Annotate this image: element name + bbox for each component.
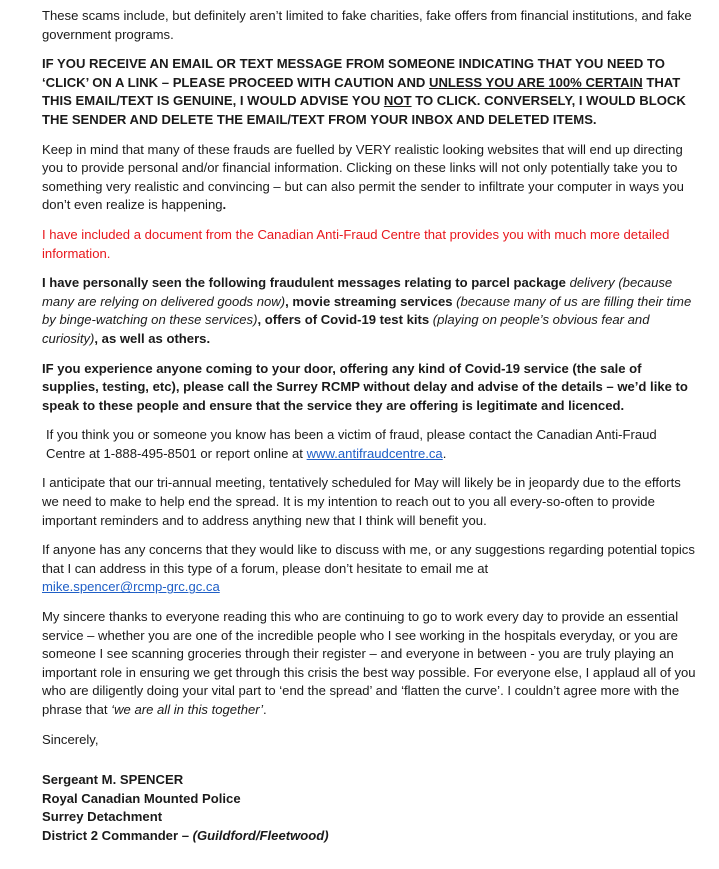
fraudulent-italic-3: (playing on people’s obvious fear and curiosity): [42, 312, 650, 346]
fraudulent-text-4: , as well as others.: [94, 330, 211, 346]
victim-period: .: [442, 445, 447, 461]
fraudulent-text-1: I have personally seen the following fraudulent messages relating to parcel package: [42, 275, 570, 291]
warning-text-2: THAT THIS EMAIL/TEXT IS GENUINE, I WOULD ADVISE YOU: [42, 74, 681, 109]
warning-underline-not: NOT: [383, 93, 412, 109]
email-link[interactable]: mike.spencer@rcmp-grc.gc.ca: [42, 579, 220, 595]
scams-paragraph: These scams include, but definitely aren’t limited to fake charities, fake offers from financial institutions, and fake government programs.: [42, 8, 692, 42]
fraudulent-text-2: , movie streaming services: [285, 293, 457, 309]
frauds-paragraph: [42, 141, 699, 215]
signature-name: Sergeant M. SPENCER: [42, 772, 184, 788]
thanks-period: .: [263, 702, 267, 717]
signature-org: Royal Canadian Mounted Police: [42, 790, 241, 806]
antifraud-link[interactable]: www.antifraudcentre.ca: [306, 445, 443, 461]
fraudulent-messages-paragraph: [42, 274, 699, 348]
fraudulent-text-3: , offers of Covid-19 test kits: [257, 312, 433, 328]
thanks-paragraph: [42, 608, 699, 720]
thanks-quote: ‘we are all in this together’: [111, 702, 264, 717]
concerns-paragraph: [42, 541, 699, 597]
victim-text: If you think you or someone you know has been a victim of fraud, please contact the Canadian Anti-Fraud Centre at 1-888-495-8501 or report online at: [46, 427, 657, 461]
concerns-text: If anyone has any concerns that they would like to discuss with me, or any suggestions regarding potential topics that I can address in this type of a forum, please don’t hesitate to email me at: [42, 542, 695, 576]
document-note-paragraph: I have included a document from the Canadian Anti-Fraud Centre that provides you with much more detailed information.: [42, 226, 670, 261]
signature-role-area: (Guildford/Fleetwood): [192, 827, 329, 843]
closing: Sincerely,: [42, 731, 99, 747]
thanks-text: My sincere thanks to everyone reading this who are continuing to go to work every day to provide an essential service – whether you are one of the incredible people who I see working in the hospitals everyday, or you are someone I see scanning groceries through their register – and everyone in between - you are truly playing an important role in ensuring we get through this crisis the best way possible. For everyone else, I applaud all of you who are diligently doing your vital part to ‘end the spread’ and ‘flatten the curve’. I couldn’t agree more with the phrase that: [42, 609, 696, 717]
warning-text-3: TO CLICK. CONVERSELY, I WOULD BLOCK THE SENDER AND DELETE THE EMAIL/TEXT FROM YOUR INBOX AND DELETED ITEMS.: [42, 93, 686, 127]
warning-paragraph: [42, 55, 699, 129]
signature-detachment: Surrey Detachment: [42, 809, 163, 825]
signature-role-title: District 2 Commander –: [42, 827, 193, 843]
frauds-period: .: [222, 197, 227, 213]
fraudulent-italic-2: (because many of us are filling their time by binge-watching on these services): [42, 293, 692, 328]
victim-paragraph: [42, 426, 699, 463]
signature-role: [42, 827, 699, 846]
frauds-text: Keep in mind that many of these frauds are fuelled by VERY realistic looking websites that will end up directing you to provide personal and/or financial information. Clicking on these links will not only potentially take you to something very realistic and convincing – but can also permit the sender to infiltrate your computer in ways you don’t even realize is happening: [42, 141, 684, 213]
door-paragraph: IF you experience anyone coming to your door, offering any kind of Covid-19 service (the sale of supplies, testing, etc), please call the Surrey RCMP without delay and advise of the details – we’d like to speak to these people and ensure that the service they are offering is legitimate and licenced.: [42, 360, 688, 413]
meeting-paragraph: I anticipate that our tri-annual meeting, tentatively scheduled for May will likely be in jeopardy due to the efforts we need to make to help end the spread. It is my intention to reach out to you all every-so-often to provide important reminders and to address anything new that I think will benefit you.: [42, 475, 681, 528]
warning-underline-certain: UNLESS YOU ARE 100% CERTAIN: [429, 74, 643, 90]
fraudulent-italic-1: delivery (because many are relying on delivered goods now): [42, 275, 673, 309]
warning-text-1: IF YOU RECEIVE AN EMAIL OR TEXT MESSAGE FROM SOMEONE INDICATING THAT YOU NEED TO ‘CLICK’ ON A LINK – PLEASE PROCEED WITH CAUTION AND: [42, 56, 665, 90]
